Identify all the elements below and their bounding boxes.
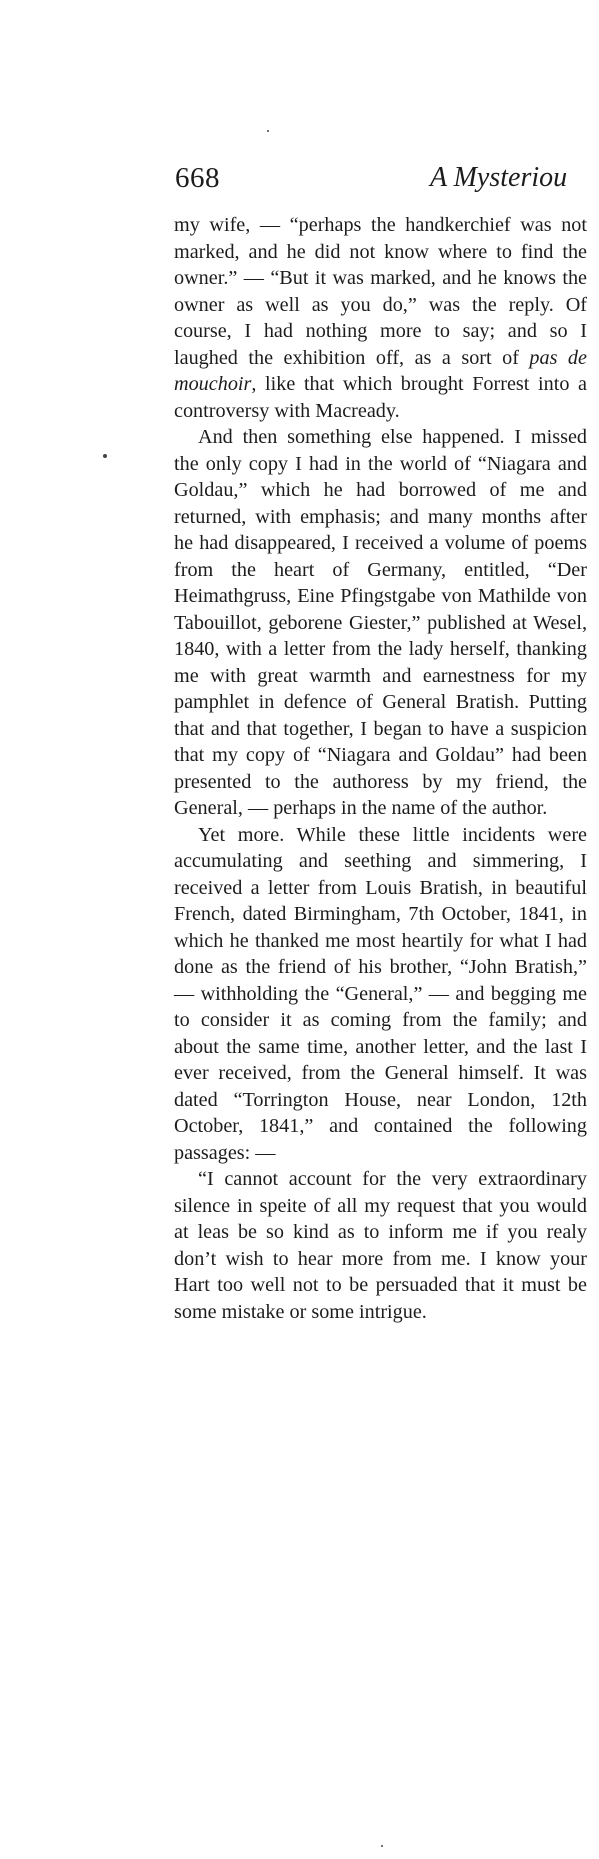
ink-speck	[381, 1845, 383, 1847]
running-head: A Mysteriou	[430, 162, 568, 193]
paragraph-1-italic-phrase: pas de mouchoir	[174, 346, 587, 395]
ink-speck	[267, 130, 269, 132]
paragraph-1	[174, 212, 587, 424]
body-text	[174, 212, 587, 1325]
paragraph-1-text-start: my wife, — “perhaps the handkerchief was not marked, and he did not know where to find the owner.” — “But it was marked, and he knows the owner as well as you do,” was the reply. Of course, I had nothing more to say; and so I laughed the exhibition off, as a sort of	[174, 214, 587, 369]
paragraph-3: Yet more. While these little incidents were accumulating and seething and simmering, I received a letter from Louis Bratish, in beautiful French, dated Birmingham, 7th October, 1841, in which he thanked me most heartily for what I had done as the friend of his brother, “John Bratish,” — withholding the “General,” — and begging me to consider it as coming from the family; and about the same time, another letter, and the last I ever received, from the General himself. It was dated “Torrington House, near London, 12th October, 1841,” and contained the following passages: —	[174, 823, 587, 1164]
page-number: 668	[175, 162, 220, 194]
paragraph-2: And then something else happened. I missed the only copy I had in the world of “Niagara and Goldau,” which he had borrowed of me and returned, with emphasis; and many months after he had disappeared, I received a volume of poems from the heart of Germany, entitled, “Der Heimathgruss, Eine Pfingstgabe von Mathilde von Tabouillot, geborene Giester,” published at Wesel, 1840, with a letter from the lady herself, thanking me with great warmth and earnestness for my pamphlet in defence of General Bratish. Putting that and that together, I began to have a suspicion that my copy of “Niagara and Goldau” had been presented to the authoress by my friend, the General, — perhaps in the name of the author.	[174, 426, 587, 819]
paragraph-4: “I cannot account for the very extraordinary silence in speite of all my request that you would at leas be so kind as to inform me if you realy don’t wish to hear more from me. I know your Hart too well not to be persuaded that it must be some mistake or some intrigue.	[174, 1168, 587, 1323]
paragraph-1-text-end: , like that which brought Forrest into a controversy with Macready.	[174, 373, 587, 422]
ink-speck	[103, 454, 107, 458]
page-header	[175, 162, 599, 202]
